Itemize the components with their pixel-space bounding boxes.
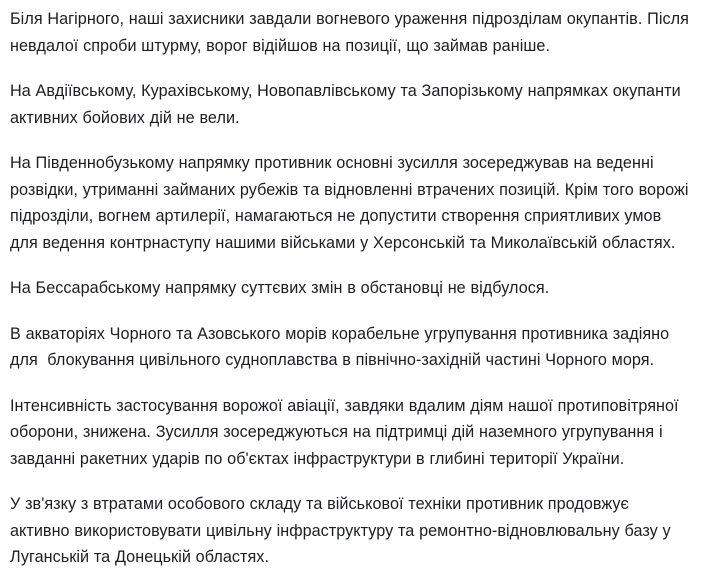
paragraph-5: В акваторіях Чорного та Азовського морів корабельне угрупування противника задіяно для блокування цивільного судноплавства в північно-західній частині Чорного моря.	[10, 324, 674, 369]
paragraph-6: Інтенсивність застосування ворожої авіації, завдяки вдалим діям нашої протиповітряної оборони, знижена. Зусилля зосереджуються на підтримці дій наземного угрупування і завданні ракетних ударів по об'єктах інфраструктури в глибині території України.	[10, 396, 684, 468]
paragraph-2: На Авдіївському, Курахівському, Новопавлівському та Запорізькому напрямках окупанти активних бойових дій не вели.	[10, 82, 686, 127]
paragraph-7: У зв'язку з втратами особового складу та військової техніки противник продовжує активно використовувати цивільну інфраструктуру та ремонтно-відновлювальну базу у Луганській та Донецькій областях.	[10, 495, 676, 566]
paragraph-1: Біля Нагірного, наші захисники завдали вогневого ураження підрозділам окупантів. Після невдалої спроби штурму, ворог відійшов на позиції, що займав раніше.	[10, 10, 694, 55]
paragraph-4: На Бессарабському напрямку суттєвих змін в обстановці не відбулося.	[10, 279, 550, 297]
paragraph-3: На Південнобузькому напрямку противник основні зусилля зосереджував на веденні розвідки, утриманні займаних рубежів та відновленні втрачених позицій. Крім того ворожі підрозділи, вогнем артилерії, намагаються не допустити створення сприятливих умов для ведення контрнаступу нашими військами у Херсонській та Миколаївській областях.	[10, 154, 694, 252]
